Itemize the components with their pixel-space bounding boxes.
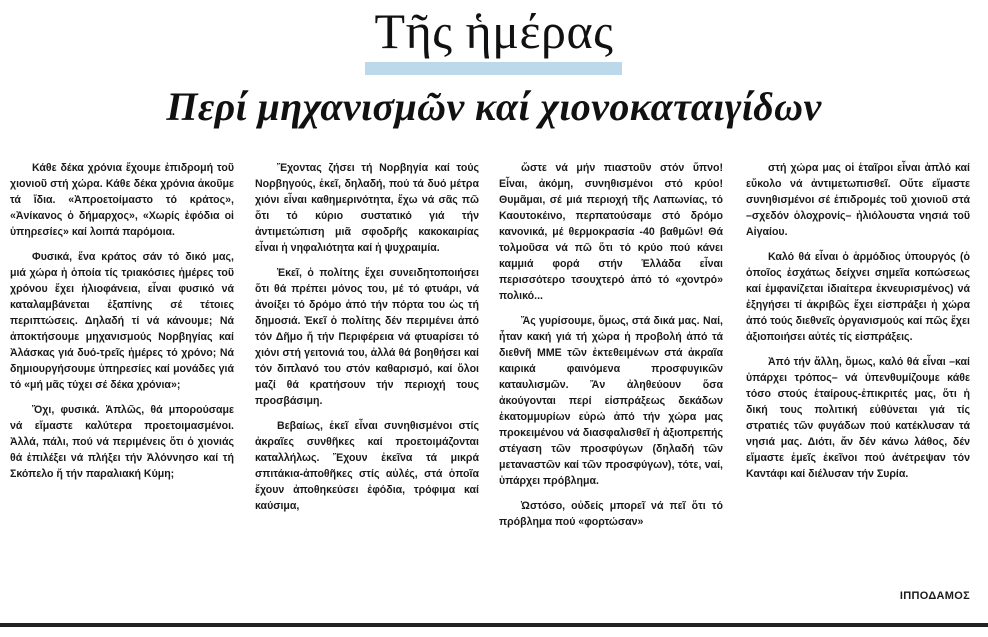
bottom-rule [0, 623, 988, 627]
paragraph: ὥστε νά μήν πιαστοῦν στόν ὕπνο! Εἶναι, ἀκόμη, συνηθισμένοι στό κρύο! Θυμᾶμαι, σέ μιά περιοχή τῆς Λαπωνίας, τό Καουτοκέινο, περπατούσαμε στό δρόμο κανονικά, μέ θερμοκρασία -40 βαθμῶν! Θά τολμοῦσα νά πῶ ὅτι τό κρύο πού κάνει καμμιά φορά στήν Ἑλλάδα εἶναι περισσότερο τσουχτερό ἀπό τό «χοντρό» πολικό... [499, 162, 723, 302]
paragraph: Ἀπό τήν ἄλλη, ὅμως, καλό θά εἶναι –καί ὑπάρχει τρόπος– νά ὑπενθυμίζουμε κάθε τόσο στούς ἑταίρους-ἐπικριτές μας, ὅτι ἡ δική τους πολιτική εὐθύνεται γιά τίς στρατιές τῶν φυγάδων πού κατέκλυσαν τά νησιά μας. Διότι, ἄν δέν κάνω λάθος, δέν εἴμαστε ἐμεῖς ἐκεῖνοι πού ἀνέτρεψαν τόν Καντάφι καί διέλυσαν τήν Συρία. [746, 356, 970, 480]
article-headline: Περί μηχανισμῶν καί χιονοκαταιγίδων [166, 84, 822, 129]
article-column-1 [10, 160, 234, 491]
paragraph: Ὡστόσο, οὐδείς μπορεῖ νά πεῖ ὅτι τό πρόβλημα πού «φορτώσαν» [499, 500, 723, 528]
kicker-underline-bar [365, 62, 622, 75]
article-column-2 [255, 160, 479, 523]
paragraph: Καλό θά εἶναι ὁ ἁρμόδιος ὑπουργός (ὁ ὁποῖος ἐσχάτως δείχνει σημεῖα κοπώσεως καί ἐμφανίζεται ἰδιαίτερα ἐκνευρισμένος) νά ἐξηγήσει τί ἀκριβῶς ἔχει εἰσπράξει ἡ χώρα ἀπό τούς διεθνεῖς ὀργανισμούς καί πῶς ἔχει ἀξιοποιήσει αὐτές τίς εἰσπράξεις. [746, 251, 970, 343]
author-signature: ΙΠΠΟΔΑΜΟΣ [899, 590, 970, 602]
paragraph: στή χώρα μας οἱ ἑταῖροι εἶναι ἁπλό καί εὔκολο νά ἀντιμετωπισθεῖ. Οὔτε εἴμαστε συνηθισμένοι σέ ἐπιδρομές τοῦ χιονιοῦ στά –σχεδόν ὁλοχρονίς– ἡλιόλουστα νησιά τοῦ Αἰγαίου. [746, 162, 970, 238]
paragraph: Ἐκεῖ, ὁ πολίτης ἔχει συνειδητοποιήσει ὅτι θά πρέπει μόνος του, μέ τό φτυάρι, νά ἀνοίξει τό δρόμο ἀπό τήν πόρτα του ὡς τή δημοσιά. Ἐκεῖ ὁ πολίτης δέν περιμένει ἀπό τόν Δῆμο ἤ τήν Περιφέρεια νά φτυαρίσει τό χιόνι στή γειτονιά του, ἀλλά θά βοηθήσει καί τόν διπλανό του στόν καθαρισμό, καί ὅλοι μαζί θά κρατήσουν τήν περιοχή τους προσβάσιμη. [255, 267, 479, 407]
paragraph: Κάθε δέκα χρόνια ἔχουμε ἐπιδρομή τοῦ χιονιοῦ στή χώρα. Κάθε δέκα χρόνια ἀκοῦμε τά ἴδια. «Ἀπροετοίμαστο τό κράτος», «Ἀνίκανος ὁ δήμαρχος», «Χωρίς ἐφόδια οἱ ὑπηρεσίες» καί λοιπά παρόμοια. [10, 162, 234, 238]
article-column-4 [746, 160, 970, 491]
paragraph: Ἔχοντας ζήσει τή Νορβηγία καί τούς Νορβηγούς, ἐκεῖ, δηλαδή, πού τά δυό μέτρα χιόνι εἶναι καθημερινότητα, ἔχω νά σᾶς πῶ ὅτι τό κύριο συστατικό γιά τήν ἀντιμετώπιση μιᾶ σφοδρῆς κακοκαιρίας εἶναι ἡ νηφαλιότητα καί ἡ ψυχραιμία. [255, 162, 479, 254]
paragraph: Ὄχι, φυσικά. Ἁπλῶς, θά μπορούσαμε νά εἴμαστε καλύτερα προετοιμασμένοι. Ἀλλά, πάλι, πού νά περιμένεις ὅτι ὁ χιονιάς θά ἐπιλέξει νά πλήξει τήν Ἀλόννησο καί τή Σκόπελο ἤ τήν παραλιακή Κύμη; [10, 404, 234, 480]
paragraph: Βεβαίως, ἐκεῖ εἶναι συνηθισμένοι στίς ἀκραῖες συνθῆκες καί προετοιμάζονται καταλλήλως. Ἔχουν ἐκεῖνα τά μικρά σπιτάκια-ἀποθῆκες στίς αὐλές, στά ὁποῖα ἔχουν ἀποθηκεύσει ἐφόδια, τρόφιμα καί καύσιμα, [255, 420, 479, 512]
paragraph: Φυσικά, ἕνα κράτος σάν τό δικό μας, μιά χώρα ἡ ὁποία τίς τριακόσιες ἡμέρες τοῦ χρόνου ἔχει ἡλιοφάνεια, εἶναι φυσικό νά καταλαμβάνεται ἐξαπίνης σέ τέτοιες περιπτώσεις. Δηλαδή τί νά κάνουμε; Νά ἀποκτήσουμε μηχανισμούς Νορβηγίας καί Ἀλάσκας γιά δυό-τρεῖς ἡμέρες τό χρόνο; Νά δημιουργήσουμε ὑπηρεσίες καί μονάδες γιά τό «μή μᾶς τύχει σέ δέκα χρόνια»; [10, 251, 234, 391]
article-column-3 [499, 160, 723, 539]
section-kicker: Τῆς ἡμέρας [374, 3, 614, 59]
paragraph: Ἄς γυρίσουμε, ὅμως, στά δικά μας. Ναί, ἦταν κακή γιά τή χώρα ἡ προβολή ἀπό τά διεθνῆ ΜΜΕ τῶν ἐκτεθειμένων στά ἀκραῖα καιρικά φαινόμενα προσφυγικῶν καταυλισμῶν. Ἄν ἀληθεύουν ὅσα ἀκούγονται περί εἰσπράξεως δεκάδων ἑκατομμυρίων εὐρώ ἀπό τήν χώρα μας προκειμένου νά διασφαλισθεῖ ἡ ἀξιοπρεπής στέγαση τῶν προσφύγων (δηλαδή τῶν μεταναστῶν καί τῶν προσφύγων), τότε, ναί, ὑπάρχει πρόβλημα. [499, 315, 723, 487]
